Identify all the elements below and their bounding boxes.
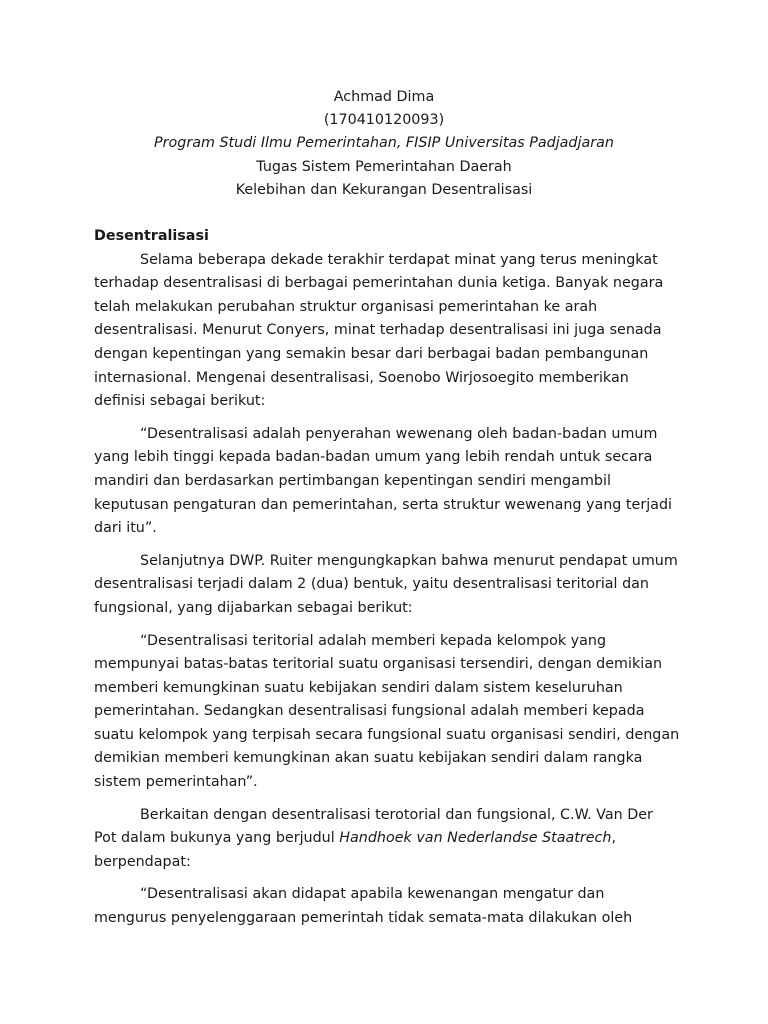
text-line: pemerintahan. Sedangkan desentralisasi fungsional adalah memberi kepada [94,703,645,720]
text-line: fungsional, yang dijabarkan sebagai berikut: [94,599,413,616]
study-program: Program Studi Ilmu Pemerintahan, FISIP Universitas Padjadjaran [154,135,614,152]
student-id: (170410120093) [323,112,445,129]
text-line: terhadap desentralisasi di berbagai pemerintahan dunia ketiga. Banyak negara [94,275,664,292]
text-line: “Desentralisasi akan didapat apabila kewenangan mengatur dan [140,886,605,903]
text-line: dengan kepentingan yang semakin besar dari berbagai badan pembangunan [94,345,649,362]
paragraph-quote-ruiter [94,630,694,795]
document-body [94,225,694,931]
text-line [94,827,694,851]
document-header [0,86,768,202]
paragraph-van-der-pot [94,804,694,875]
author-name: Achmad Dima [333,89,435,105]
text-line: definisi sebagai berikut: [94,393,266,410]
text-line: telah melakukan perubahan struktur organisasi pemerintahan ke arah [94,298,598,315]
section-heading: Desentralisasi [94,228,209,244]
text-line: desentralisasi. Menurut Conyers, minat terhadap desentralisasi ini juga senada [94,322,662,339]
paragraph-quote-van-der-pot [94,883,694,930]
text-line: “Desentralisasi adalah penyerahan wewenang oleh badan-badan umum [140,425,658,442]
text-line: berpendapat: [94,853,191,870]
text-line: memberi kemungkinan suatu kebijakan sendiri dalam sistem keseluruhan [94,679,623,696]
text-line: dari itu”. [94,520,157,537]
text-line: yang lebih tinggi kepada badan-badan umum yang lebih rendah untuk secara [94,449,653,466]
text-line: Berkaitan dengan desentralisasi terotorial dan fungsional, C.W. Van Der [140,806,653,823]
text-line: Selanjutnya DWP. Ruiter mengungkapkan bahwa menurut pendapat umum [140,552,678,569]
text-fragment: , [611,830,617,847]
text-line: mandiri dan berdasarkan pertimbangan kepentingan sendiri mengambil [94,472,611,489]
course-title: Tugas Sistem Pemerintahan Daerah [256,158,512,175]
paragraph-quote-wirjosoegito [94,423,694,541]
book-title: Handhoek van Nederlandse Staatrech [339,830,612,847]
text-line: desentralisasi terjadi dalam 2 (dua) bentuk, yaitu desentralisasi teritorial dan [94,576,649,593]
text-fragment: Pot dalam bukunya yang berjudul [94,830,340,847]
text-line: internasional. Mengenai desentralisasi, Soenobo Wirjosoegito memberikan [94,369,629,386]
paragraph-ruiter [94,550,694,621]
text-line: suatu kelompok yang terpisah secara fungsional suatu organisasi sendiri, dengan [94,726,680,743]
text-line: demikian memberi kemungkinan akan suatu kebijakan sendiri dalam rangka [94,750,643,767]
essay-topic: Kelebihan dan Kekurangan Desentralisasi [235,181,533,198]
paragraph-intro [94,249,694,414]
text-line: Selama beberapa dekade terakhir terdapat minat yang terus meningkat [140,251,658,268]
text-line: sistem pemerintahan”. [94,774,258,791]
text-line: keputusan pengaturan dan pemerintahan, serta struktur wewenang yang terjadi [94,496,672,513]
text-line: mempunyai batas-batas teritorial suatu organisasi tersendiri, dengan demikian [94,656,663,673]
text-line: “Desentralisasi teritorial adalah memberi kepada kelompok yang [140,632,607,649]
text-line: mengurus penyelenggaraan pemerintah tidak semata-mata dilakukan oleh [94,910,633,927]
